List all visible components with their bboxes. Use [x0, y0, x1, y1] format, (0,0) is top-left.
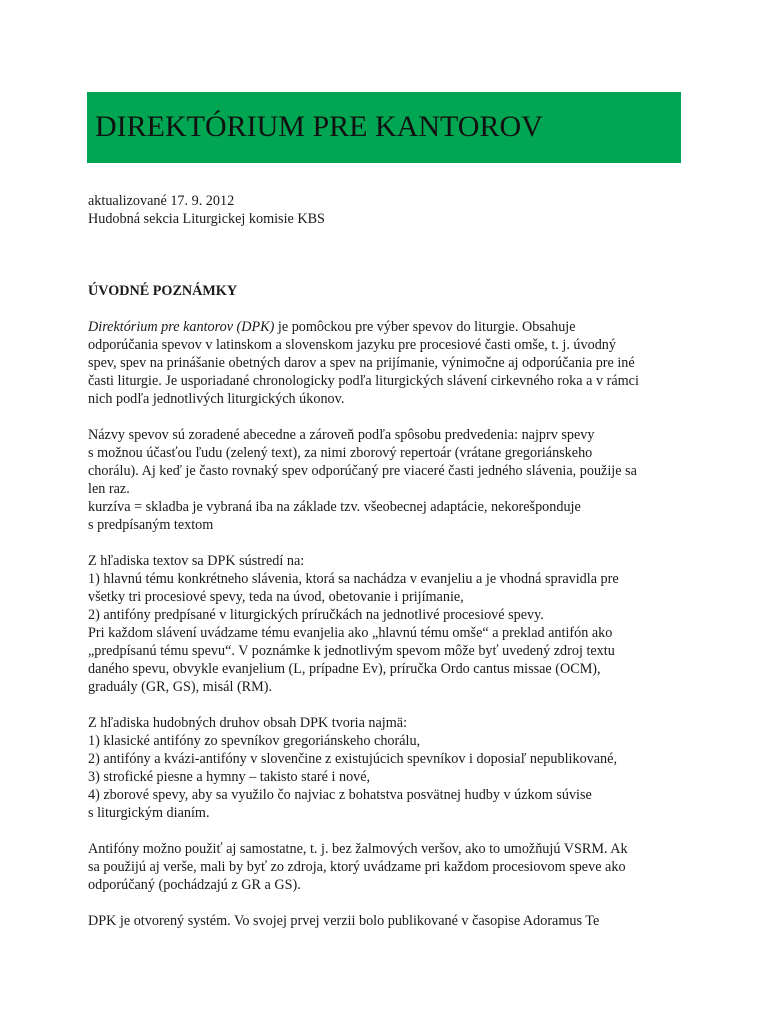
italic-lead: Direktórium pre kantorov (DPK) [88, 319, 275, 335]
spacer [88, 300, 688, 318]
spacer [88, 894, 688, 912]
update-date: aktualizované 17. 9. 2012 [88, 193, 235, 209]
paragraph-line [88, 318, 688, 336]
paragraph-line: „predpísanú tému spevu“. V poznámke k jednotlivým spevom môže byť uvedený zdroj textu [88, 643, 615, 659]
paragraph-line: všetky tri procesiové spevy, teda na úvod, obetovanie i prijímanie, [88, 589, 464, 605]
paragraph-line: 2) antifóny a kvázi-antifóny v slovenčine z existujúcich spevníkov i doposiaľ nepublikované, [88, 751, 617, 767]
paragraph-line: s predpísaným textom [88, 517, 214, 533]
spacer [88, 696, 688, 714]
paragraph-open-system [88, 912, 688, 930]
paragraph-line: časti liturgie. Je usporiadané chronologicky podľa liturgických slávení cirkevného roka a v rámci [88, 373, 639, 389]
paragraph-line: Názvy spevov sú zoradené abecedne a zároveň podľa spôsobu predvedenia: najprv spevy [88, 427, 595, 443]
document-body [88, 192, 688, 930]
spacer [88, 408, 688, 426]
spacer [88, 228, 688, 282]
paragraph-line: Antifóny možno použiť aj samostatne, t. j. bez žalmových veršov, ako to umožňujú VSRM. Ak [88, 841, 628, 857]
paragraph-line: sa použijú aj verše, mali by byť zo zdroja, ktorý uvádzame pri každom procesiovom speve ako [88, 859, 626, 875]
paragraph-intro [88, 318, 688, 408]
paragraph-line: spev, spev na prinášanie obetných darov a spev na prijímanie, výnimočne aj odporúčania pre iné [88, 355, 635, 371]
paragraph-text: je pomôckou pre výber spevov do liturgie. Obsahuje [274, 319, 576, 335]
paragraph-line: s liturgickým dianím. [88, 805, 210, 821]
paragraph-line: nich podľa jednotlivých liturgických úkonov. [88, 391, 345, 407]
paragraph-line: daného spevu, obvykle evanjelium (L, prípadne Ev), príručka Ordo cantus missae (OCM), [88, 661, 601, 677]
paragraph-line: s možnou účasťou ľudu (zelený text), za nimi zborový repertoár (vrátane gregoriánskeho [88, 445, 593, 461]
paragraph-line: 4) zborové spevy, aby sa využilo čo najviac z bohatstva posvätnej hudby v úzkom súvise [88, 787, 592, 803]
paragraph-ordering [88, 426, 688, 534]
spacer [88, 534, 688, 552]
document-title: DIREKTÓRIUM PRE KANTOROV [95, 110, 543, 143]
paragraph-antiphons [88, 840, 688, 894]
paragraph-line: len raz. [88, 481, 130, 497]
spacer [88, 822, 688, 840]
paragraph-line: Z hľadiska textov sa DPK sústredí na: [88, 553, 305, 569]
paragraph-genres [88, 714, 688, 822]
paragraph-line: 1) hlavnú tému konkrétneho slávenia, ktorá sa nachádza v evanjeliu a je vhodná spravidla pre [88, 571, 619, 587]
paragraph-line: odporúčaný (pochádzajú z GR a GS). [88, 877, 301, 893]
paragraph-line: Pri každom slávení uvádzame tému evanjelia ako „hlavnú tému omše“ a preklad antifón ako [88, 625, 613, 641]
paragraph-texts [88, 552, 688, 696]
paragraph-line: 2) antifóny predpísané v liturgických príručkách na jednotlivé procesiové spevy. [88, 607, 544, 623]
paragraph-line: Z hľadiska hudobných druhov obsah DPK tvoria najmä: [88, 715, 408, 731]
paragraph-line: graduály (GR, GS), misál (RM). [88, 679, 273, 695]
publisher-line: Hudobná sekcia Liturgickej komisie KBS [88, 211, 325, 227]
section-heading: ÚVODNÉ POZNÁMKY [88, 283, 238, 299]
paragraph-line: 1) klasické antifóny zo spevníkov gregoriánskeho chorálu, [88, 733, 421, 749]
paragraph-line: kurzíva = skladba je vybraná iba na základe tzv. všeobecnej adaptácie, nekorešponduje [88, 499, 581, 515]
paragraph-line: odporúčania spevov v latinskom a slovenskom jazyku pre procesiové časti omše, t. j. úvodný [88, 337, 616, 353]
paragraph-line: 3) strofické piesne a hymny – takisto staré i nové, [88, 769, 371, 785]
paragraph-line: chorálu). Aj keď je často rovnaký spev odporúčaný pre viaceré časti jedného slávenia, použije sa [88, 463, 637, 479]
paragraph-line: DPK je otvorený systém. Vo svojej prvej verzii bolo publikované v časopise Adoramus Te [88, 913, 600, 929]
title-banner [87, 92, 681, 163]
